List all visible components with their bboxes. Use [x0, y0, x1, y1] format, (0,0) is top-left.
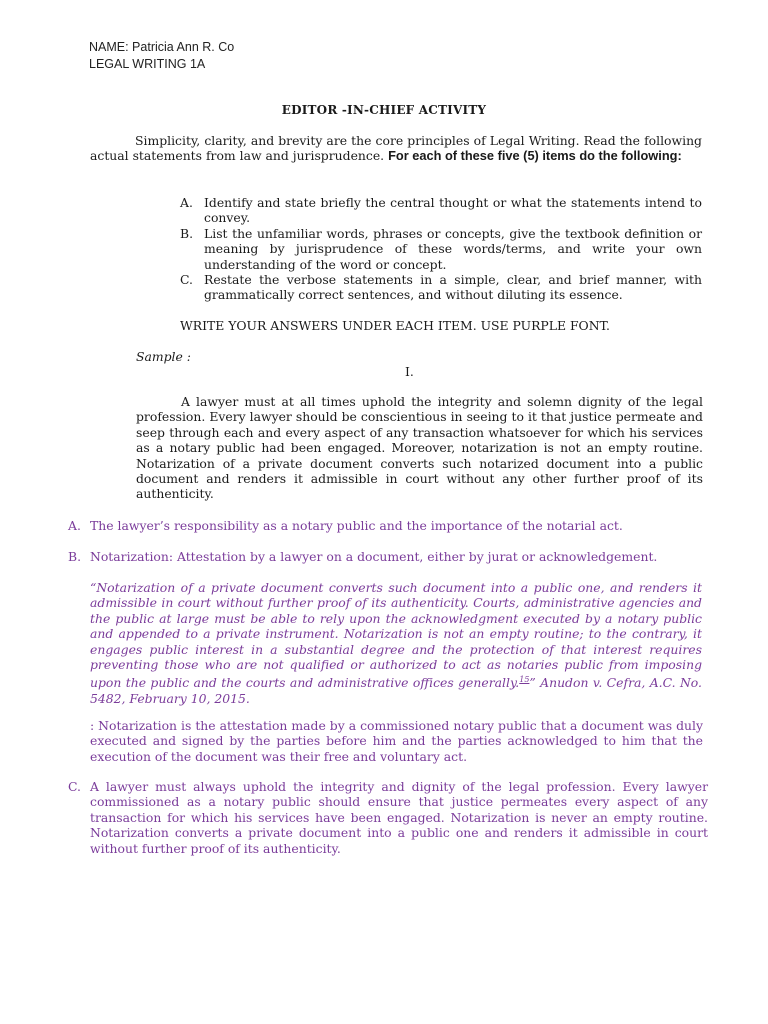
answer-c [68, 779, 708, 856]
sample-label: Sample : [136, 349, 191, 364]
quote-citation: ” Anudon v. Cefra, A.C. No. 5482, February 10, 2015. [90, 675, 702, 706]
instruction-item [180, 272, 702, 303]
answer-b [68, 549, 708, 564]
instruction-text: Identify and state briefly the central thought or what the statements intend to convey. [204, 195, 702, 226]
intro-text: Simplicity, clarity, and brevity are the core principles of Legal Writing. Read the following actual statements from law and jurisprudence. [90, 133, 702, 164]
footnote-ref: 15 [519, 675, 530, 685]
instruction-text: List the unfamiliar words, phrases or concepts, give the textbook definition or meaning by jurisprudence of these words/terms, and write your own understanding of the word or concept. [204, 226, 702, 272]
answer-a-text: The lawyer’s responsibility as a notary public and the importance of the notarial act. [90, 518, 623, 533]
instruction-item [180, 195, 702, 226]
item-numeral: I. [405, 364, 414, 379]
answer-b-label: B. [68, 549, 82, 564]
own-definition: : Notarization is the attestation made by a commissioned notary public that a document was duly executed and signed by the parties before him and the parties acknowledged to him that the execution of the document was their free and voluntary act. [90, 718, 703, 764]
answer-b-text: Notarization: Attestation by a lawyer on a document, either by jurat or acknowledgement. [90, 549, 658, 564]
course-name: LEGAL WRITING 1A [89, 57, 206, 71]
answer-a [68, 518, 708, 533]
instruction-text: Restate the verbose statements in a simple, clear, and brief manner, with grammatically correct sentences, and without diluting its essence. [204, 272, 702, 303]
instruction-label: C. [180, 272, 193, 287]
quote-text: “Notarization of a private document converts such document into a public one, and renders it admissible in court without further proof of its authenticity. Courts, administrative agencies and the public at large must be able to rely upon the acknowledgment executed by a notary public and appended to a private instrument. Notarization is not an empty routine; to the contrary, it engages public interest in a substantial degree and the protection of that interest requires preventing those who are not qualified or authorized to act as notaries public from imposing upon the public and the courts and administrative offices generally. [90, 580, 702, 691]
instruction-label: A. [180, 195, 193, 210]
intro-bold: For each of these five (5) items do the following: [388, 148, 682, 164]
student-name: NAME: Patricia Ann R. Co [89, 40, 235, 54]
intro-paragraph [90, 133, 702, 164]
sample-statement: A lawyer must at all times uphold the integrity and solemn dignity of the legal profession. Every lawyer should be conscientious in seeing to it that justice permeate and seep through each and every aspect of any transaction whatsoever for which his services as a notary public had been engaged. Moreover, notarization is not an empty routine. Notarization of a private document converts such notarized document into a public document and renders it admissible in court without any other further proof of its authenticity. [136, 394, 703, 502]
answer-c-label: C. [68, 779, 81, 794]
answer-a-label: A. [68, 518, 81, 533]
instruction-item [180, 226, 702, 272]
jurisprudence-quote [90, 580, 702, 706]
answer-c-text: A lawyer must always uphold the integrity and dignity of the legal profession. Every lawyer commissioned as a notary public should ensure that justice permeates every aspect of any transaction for which his services have been engaged. Notarization is never an empty routine. Notarization converts a private document into a public one and renders it admissible in court without further proof of its authenticity. [90, 779, 708, 856]
page-title: EDITOR -IN-CHIEF ACTIVITY [281, 103, 487, 117]
write-note: WRITE YOUR ANSWERS UNDER EACH ITEM. USE PURPLE FONT. [180, 318, 610, 333]
instruction-label: B. [180, 226, 194, 241]
